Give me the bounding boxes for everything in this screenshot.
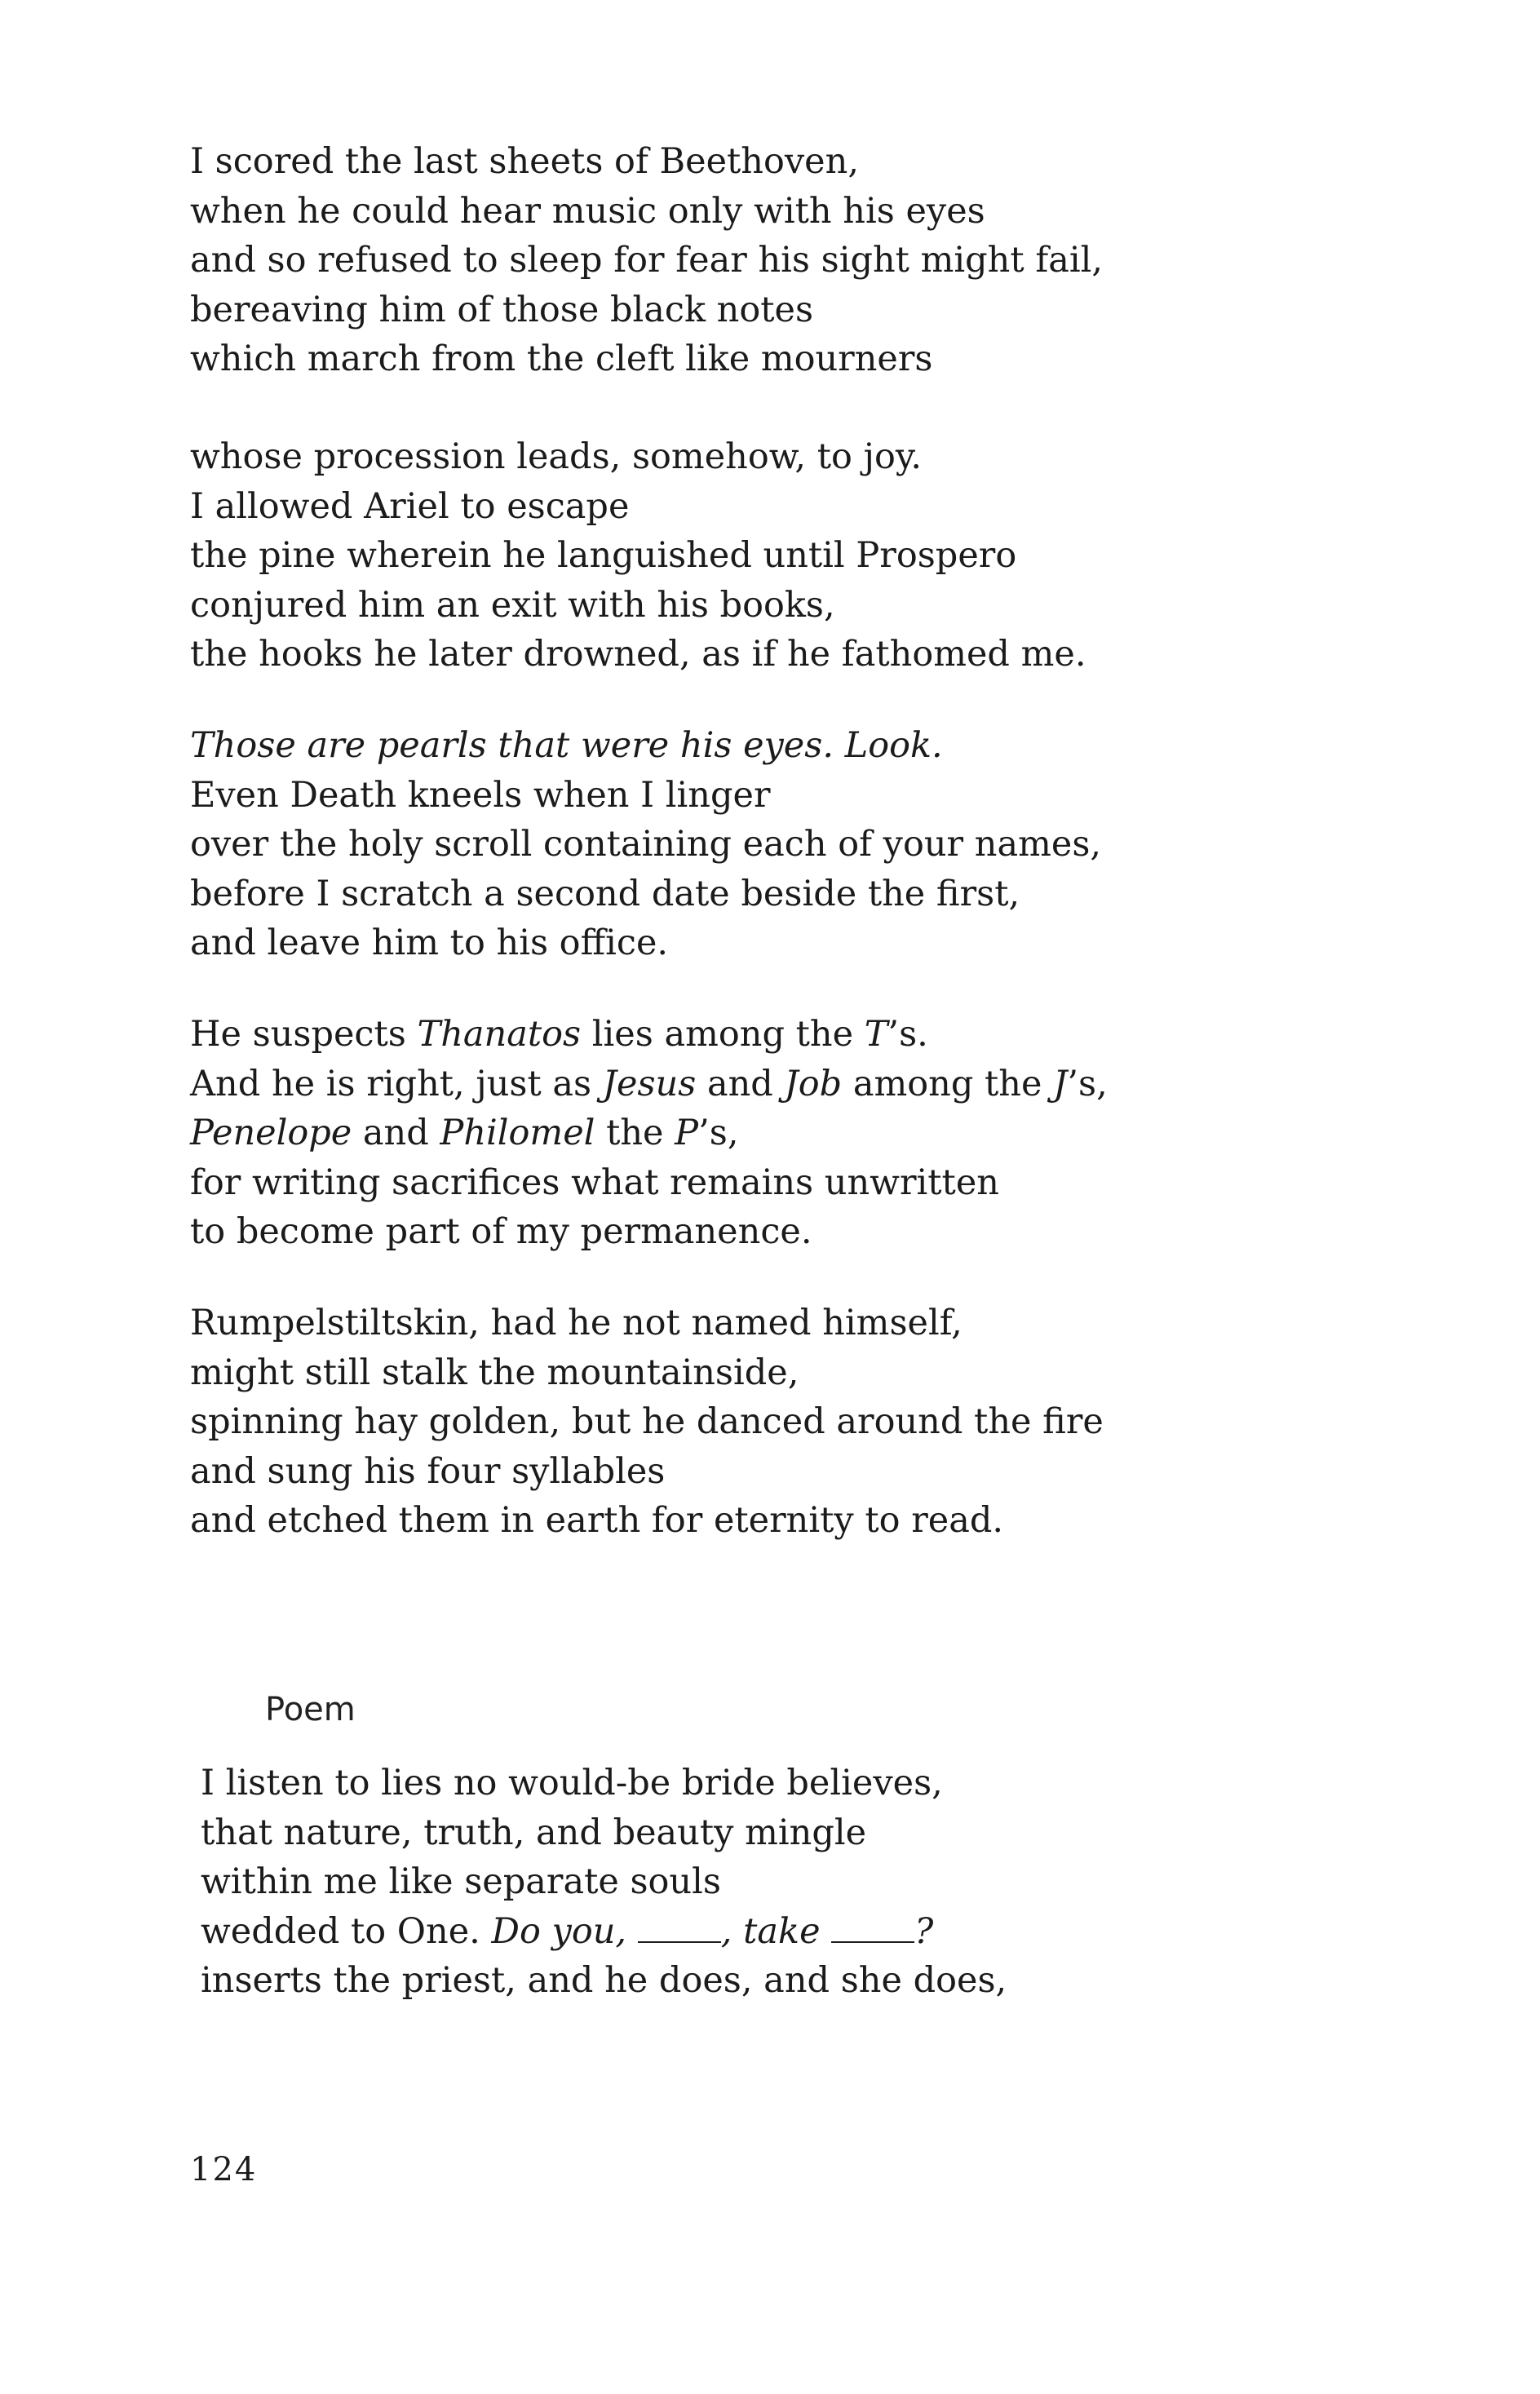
verse-text: inserts the priest, and he does, and she does, <box>201 1960 1007 2001</box>
italic-text: Thanatos <box>417 1014 582 1055</box>
verse-text: when he could hear music only with his eyes <box>190 190 985 232</box>
verse-text: within me like separate souls <box>201 1861 721 1902</box>
verse-line <box>190 1496 1373 1546</box>
verse-text: which march from the cleft like mourners <box>190 339 933 379</box>
verse-line <box>190 1207 1373 1257</box>
verse-line <box>190 721 1373 771</box>
verse-line <box>190 531 1373 581</box>
verse-text: Even Death kneels when I linger <box>190 774 771 816</box>
italic-text: J <box>1053 1063 1068 1104</box>
verse-text: for writing sacrifices what remains unwritten <box>190 1162 999 1203</box>
verse-text: over the holy scroll containing each of your names, <box>190 824 1102 865</box>
verse-text: and <box>352 1113 440 1153</box>
verse-text: lies among the <box>581 1014 865 1055</box>
verse-line <box>201 1759 1383 1808</box>
verse-text: And he is right, just as <box>190 1063 603 1104</box>
verse-text: the pine wherein he languished until Prospero <box>190 535 1017 576</box>
verse-text: I scored the last sheets of Beethoven, <box>190 141 859 182</box>
verse-text: that nature, truth, and beauty mingle <box>201 1812 867 1853</box>
verse-line <box>190 1299 1373 1348</box>
verse-text: and sung his four syllables <box>190 1450 666 1492</box>
verse-text: Rumpelstiltskin, had he not named himself, <box>190 1303 962 1343</box>
verse-text: and <box>696 1063 785 1104</box>
verse-text: whose procession leads, somehow, to joy. <box>190 436 923 477</box>
verse-text: the <box>595 1113 675 1153</box>
italic-text: Those are pearls that were his eyes. Look. <box>190 725 943 766</box>
verse-line <box>190 236 1373 285</box>
page-number: 124 <box>190 2151 258 2188</box>
stanza-1 <box>190 137 1373 384</box>
verse-text: and leave him to his office. <box>190 923 669 963</box>
verse-line <box>190 1010 1373 1060</box>
verse-line <box>190 334 1373 384</box>
fill-in-blank <box>638 1909 721 1943</box>
italic-text: Penelope <box>190 1113 352 1153</box>
verse-line <box>190 187 1373 237</box>
verse-line <box>190 581 1373 631</box>
italic-text: Job <box>784 1063 843 1104</box>
verse-line <box>190 285 1373 335</box>
verse-line <box>190 771 1373 821</box>
verse-text: He suspects <box>190 1014 418 1055</box>
italic-text: , take <box>720 1910 832 1952</box>
verse-text: I allowed Ariel to escape <box>190 485 630 527</box>
verse-text: I listen to lies no would-be bride believes, <box>201 1763 943 1803</box>
stanza-4 <box>190 1010 1373 1257</box>
italic-text: P <box>675 1113 699 1153</box>
verse-text: might still stalk the mountainside, <box>190 1352 799 1393</box>
verse-line <box>190 820 1373 870</box>
verse-line <box>190 482 1373 532</box>
verse-line <box>201 1808 1383 1858</box>
verse-line <box>190 1447 1373 1497</box>
verse-line <box>190 1060 1373 1109</box>
verse-text: to become part of my permanence. <box>190 1211 812 1252</box>
italic-text: ? <box>914 1910 934 1952</box>
verse-line <box>190 1108 1373 1158</box>
poem-title: Poem <box>265 1691 356 1728</box>
verse-line <box>190 432 1373 482</box>
verse-line <box>201 1857 1383 1907</box>
verse-text: and etched them in earth for eternity to read. <box>190 1500 1004 1541</box>
verse-text: the hooks he later drowned, as if he fathomed me. <box>190 634 1086 675</box>
italic-text: Jesus <box>602 1063 697 1104</box>
poem-stanza <box>201 1759 1383 2006</box>
italic-text: Philomel <box>440 1113 595 1153</box>
verse-text: wedded to One. <box>201 1910 492 1952</box>
verse-line <box>190 1158 1373 1208</box>
italic-text: Do you, <box>491 1910 638 1952</box>
verse-text: before I scratch a second date beside the first, <box>190 873 1020 914</box>
verse-text: ’s. <box>887 1014 928 1055</box>
verse-line <box>190 870 1373 919</box>
verse-text: ’s, <box>698 1113 739 1153</box>
verse-line <box>190 1397 1373 1447</box>
verse-text: ’s, <box>1067 1063 1108 1104</box>
verse-text: spinning hay golden, but he danced around the fire <box>190 1401 1104 1442</box>
verse-text: and so refused to sleep for fear his sight might fail, <box>190 240 1104 281</box>
fill-in-blank <box>831 1909 914 1943</box>
verse-line <box>190 918 1373 968</box>
verse-line <box>190 1348 1373 1398</box>
verse-text: conjured him an exit with his books, <box>190 584 835 626</box>
verse-line <box>190 137 1373 187</box>
verse-line <box>201 1907 1383 1957</box>
stanza-2 <box>190 432 1373 679</box>
italic-text: T <box>864 1014 888 1055</box>
verse-text: among the <box>842 1063 1054 1104</box>
verse-line <box>190 630 1373 679</box>
stanza-5 <box>190 1299 1373 1546</box>
verse-text: bereaving him of those black notes <box>190 289 814 330</box>
verse-line <box>201 1956 1383 2006</box>
stanza-3 <box>190 721 1373 968</box>
